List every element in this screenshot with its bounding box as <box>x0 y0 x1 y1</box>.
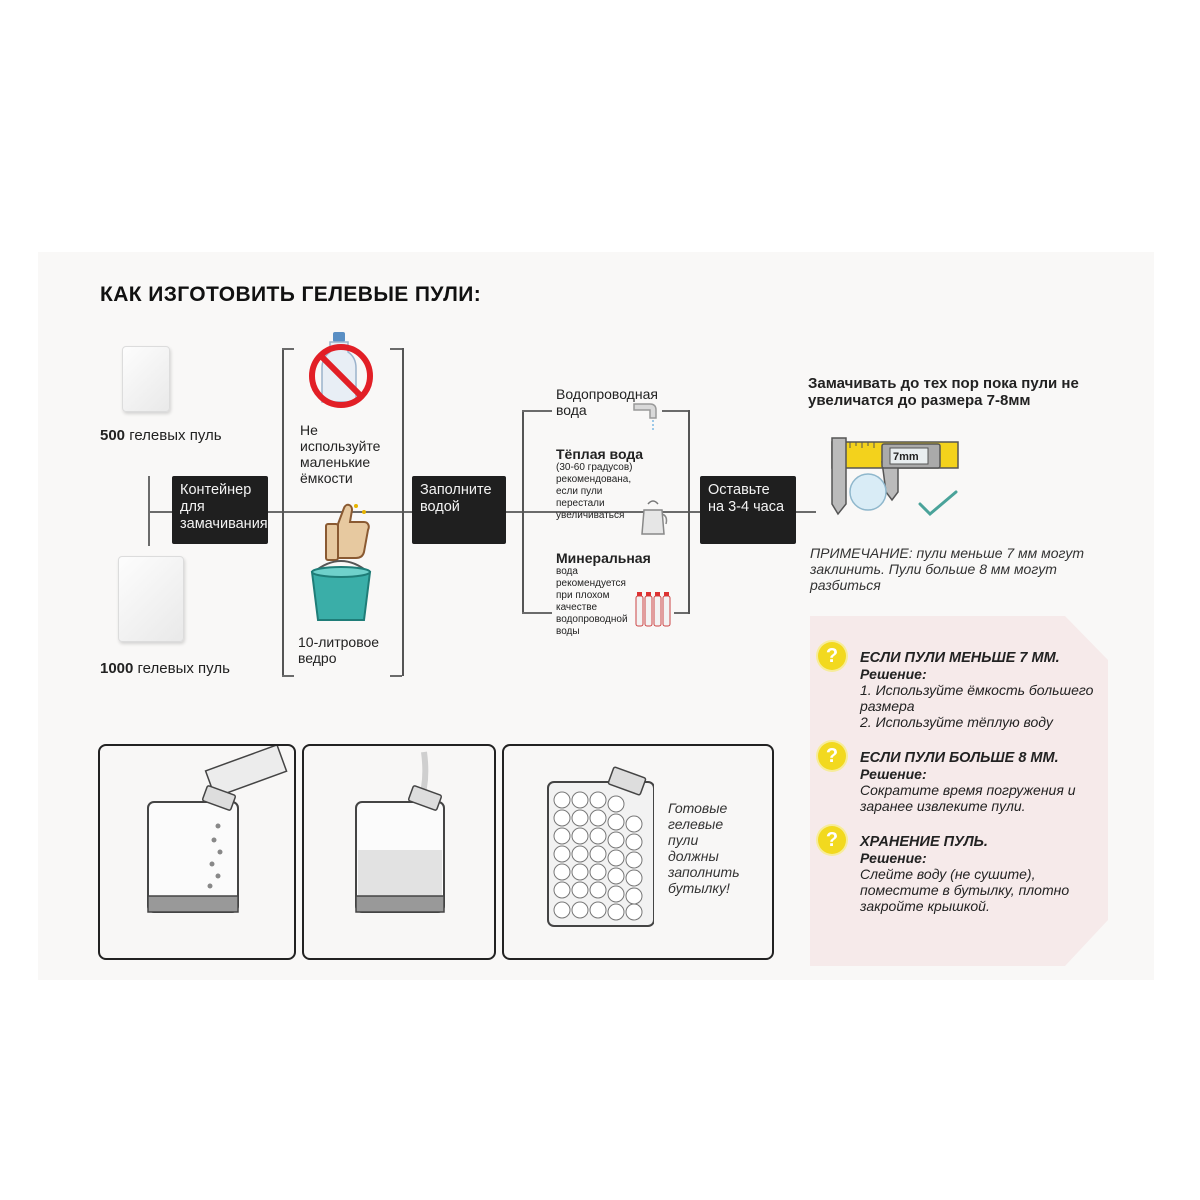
bucket-label: 10-литровое ведро <box>298 634 380 666</box>
pour-pack-illustration <box>100 746 294 958</box>
tip-1-heading: ЕСЛИ ПУЛИ МЕНЬШЕ 7 ММ. <box>860 650 1060 666</box>
caliper-reading: 7mm <box>893 451 919 463</box>
step-wait-box: Оставьте на 3-4 часа <box>700 476 796 544</box>
bottle-filled-text: Готовые гелевые пули должны заполнить бутылку! <box>668 800 740 896</box>
pack-500-text: гелевых пуль <box>125 427 222 444</box>
tip-3-solution-label: Решение: <box>860 850 927 866</box>
bracket-bottom-left <box>282 675 294 677</box>
pack-1000-count: 1000 <box>100 660 134 677</box>
checkmark-icon <box>916 488 958 518</box>
tip-2-line-1: Сократите время погружения и заранее извлеките пули. <box>860 782 1076 814</box>
mineral-water-detail: вода рекомендуется при плохом качестве водопроводной воды <box>556 566 628 637</box>
tip-2-heading: ЕСЛИ ПУЛИ БОЛЬШЕ 8 ММ. <box>860 750 1059 766</box>
tip-2-solution-label: Решение: <box>860 766 927 782</box>
bracket-top-right <box>390 348 402 350</box>
full-bottle-illustration <box>504 746 654 958</box>
question-icon-1: ? <box>818 642 846 670</box>
mineral-water-title: Минеральная <box>556 550 651 566</box>
tip-1-solution-label: Решение: <box>860 666 927 682</box>
pack-1000-image <box>118 556 184 642</box>
step-panel-3 <box>502 744 774 960</box>
bracket-top-left <box>282 348 294 350</box>
pack-500-label <box>100 427 222 444</box>
tip-large-bullets <box>860 750 1100 814</box>
water-bottles-icon <box>634 588 674 630</box>
fill-water-illustration <box>304 746 494 958</box>
pack-500-count: 500 <box>100 427 126 444</box>
water-bracket-bottom-right <box>674 612 688 614</box>
bucket-icon <box>308 558 374 624</box>
step-fill-box: Заполните водой <box>412 476 506 544</box>
warm-water-detail: (30-60 градусов) рекомендована, если пули перестали увеличиваться <box>556 462 633 521</box>
pack-1000-text: гелевых пуль <box>133 660 230 677</box>
tap-icon <box>632 398 658 432</box>
pack-500-image <box>122 346 170 412</box>
tip-1-line-2: 2. Используйте тёплую воду <box>860 714 1053 730</box>
tap-water-title: Водопроводная вода <box>556 386 658 418</box>
small-container-warning: Не используйте маленькие ёмкости <box>300 422 381 486</box>
step-panel-2 <box>302 744 496 960</box>
step-panel-1 <box>98 744 296 960</box>
pack-1000-label <box>100 660 230 677</box>
tip-storage <box>860 834 1100 914</box>
water-bracket-top-right <box>662 410 688 412</box>
question-icon-2: ? <box>818 742 846 770</box>
bracket-bottom-right <box>390 675 402 677</box>
tip-small-bullets <box>860 650 1100 730</box>
question-icon-3: ? <box>818 826 846 854</box>
thumbs-up-icon <box>318 500 374 564</box>
kettle-icon <box>638 498 668 538</box>
soak-instruction: Замачивать до тех пор пока пули не увеличатся до размера 7-8мм <box>808 375 1079 409</box>
water-bracket-bottom <box>522 612 552 614</box>
tip-1-line-1: 1. Используйте ёмкость большего размера <box>860 682 1094 714</box>
step-container-box: Контейнер для замачивания <box>172 476 268 544</box>
water-bracket-top <box>522 410 552 412</box>
tip-3-line-1: Слейте воду (не сушите), поместите в бутылку, плотно закройте крышкой. <box>860 866 1070 914</box>
tip-3-heading: ХРАНЕНИЕ ПУЛЬ. <box>860 834 988 850</box>
warm-water-title: Тёплая вода <box>556 446 643 462</box>
page-title: КАК ИЗГОТОВИТЬ ГЕЛЕВЫЕ ПУЛИ: <box>100 283 482 306</box>
size-note: ПРИМЕЧАНИЕ: пули меньше 7 мм могут заклинить. Пули больше 8 мм могут разбиться <box>810 545 1085 593</box>
no-small-bottle-icon <box>306 328 376 410</box>
